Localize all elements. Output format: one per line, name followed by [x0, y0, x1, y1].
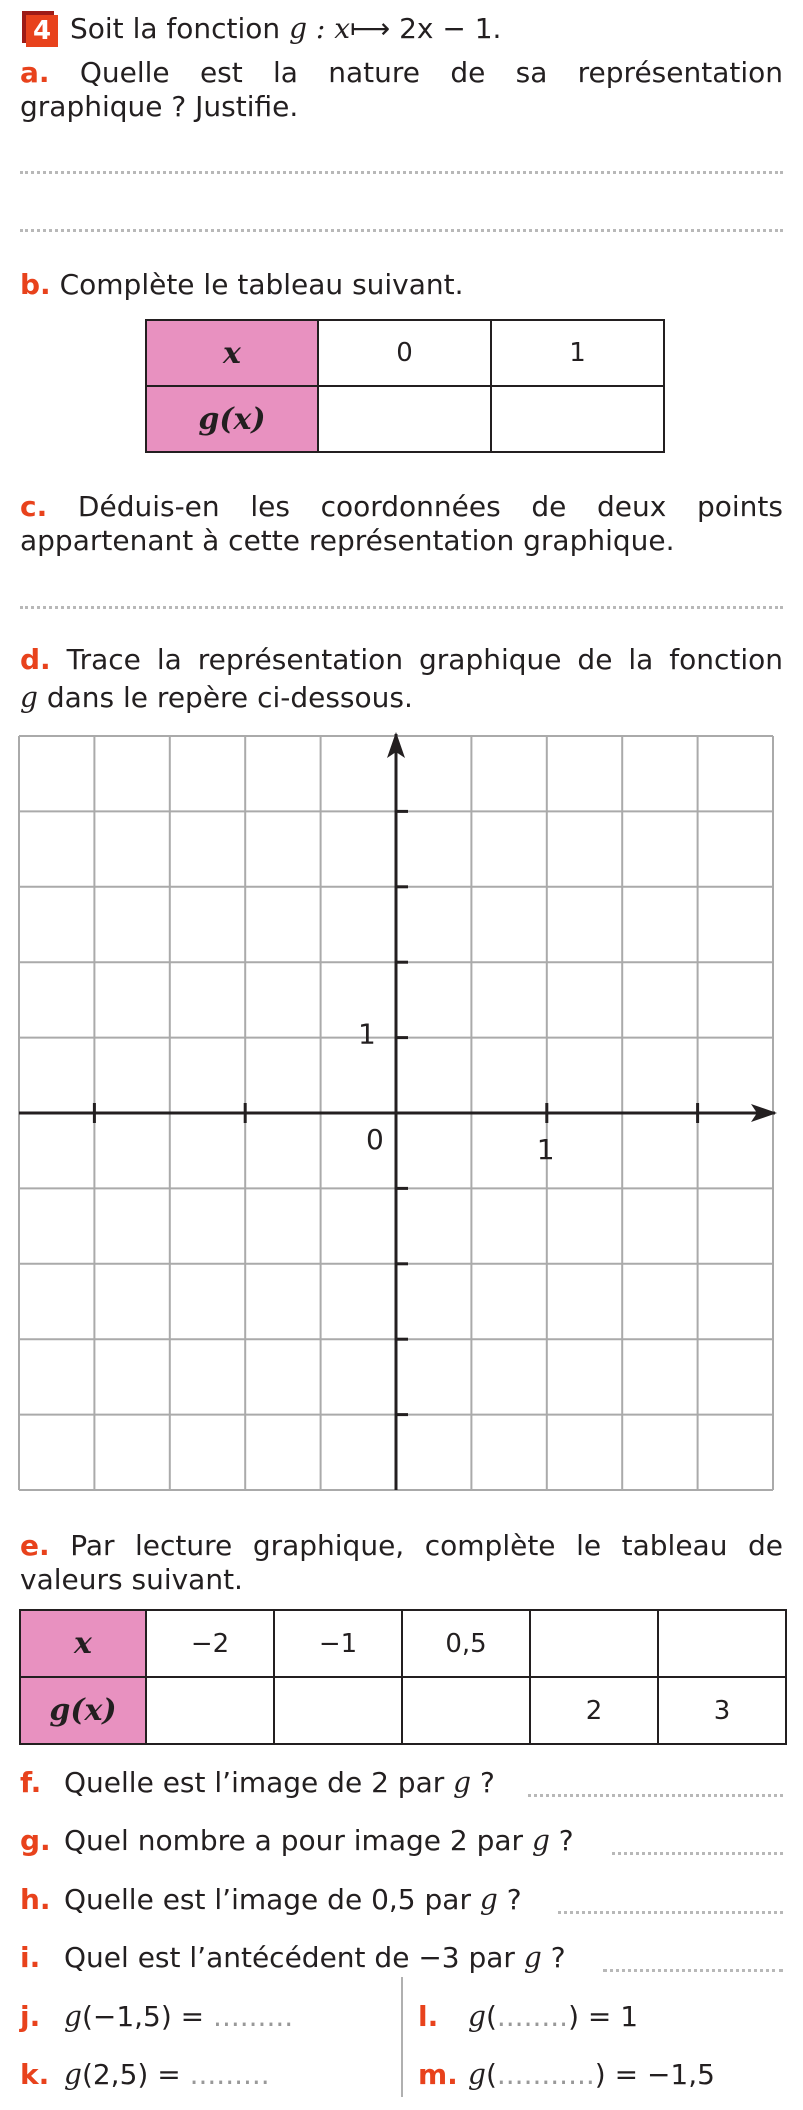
question-m-open: (: [485, 2058, 497, 2091]
question-j-func: g: [64, 2000, 82, 2033]
question-k-text: (2,5) =: [81, 2058, 181, 2091]
answer-line-h[interactable]: [558, 1911, 783, 1914]
question-j-text: (−1,5) =: [81, 2000, 205, 2033]
table2-x-cell: −2: [146, 1610, 274, 1677]
question-f-text: Quelle est l’image de 2 par: [64, 1766, 445, 1799]
table1-x-cell: 0: [318, 320, 491, 386]
x-unit-label: 1: [536, 1133, 555, 1166]
question-c-line2: appartenant à cette représentation graphique.: [20, 524, 675, 557]
table2-x-cell[interactable]: [530, 1610, 658, 1677]
table2-x-cell: −1: [274, 1610, 402, 1677]
question-a-text: Quelle est la nature de sa représentation: [79, 56, 784, 89]
table2-header-x: x: [20, 1610, 146, 1677]
origin-label: 0: [366, 1123, 384, 1156]
statement-expression: 2x − 1.: [399, 12, 502, 45]
question-d-rest: dans le repère ci-dessous.: [46, 681, 413, 714]
question-l: [418, 2000, 638, 2034]
question-h-text: Quelle est l’image de 0,5 par: [64, 1883, 471, 1916]
question-c-text: Déduis-en les coordonnées de deux points: [77, 490, 783, 523]
y-unit-label: 1: [358, 1017, 376, 1051]
statement-intro: Soit la fonction: [70, 12, 281, 45]
question-l-text: ) = 1: [568, 2000, 639, 2033]
question-f-end: ?: [480, 1766, 495, 1799]
question-i-end: ?: [550, 1941, 566, 1974]
question-g-var: g: [531, 1824, 550, 1857]
question-h-end: ?: [506, 1883, 522, 1916]
table2-g-cell: 3: [658, 1677, 786, 1744]
question-c-label: c.: [20, 490, 48, 523]
question-i: [20, 1941, 566, 1975]
question-l-func: g: [468, 2000, 486, 2033]
table1-header-x: x: [146, 320, 318, 386]
question-b-label: b.: [20, 268, 51, 301]
question-h: [20, 1883, 522, 1917]
answer-line-f[interactable]: [528, 1794, 783, 1797]
question-h-var: g: [479, 1883, 498, 1916]
table-values-2: [19, 1609, 787, 1745]
question-m-text: ) = −1,5: [594, 2058, 715, 2091]
question-d-label: d.: [20, 643, 51, 676]
question-g-text: Quel nombre a pour image 2 par: [64, 1824, 524, 1857]
question-j-label: j.: [20, 2000, 41, 2033]
question-l-label: l.: [418, 2000, 439, 2033]
question-k-func: g: [64, 2058, 82, 2091]
column-divider: [401, 1977, 403, 2097]
question-k: [20, 2058, 270, 2092]
table1-x-cell: 1: [491, 320, 664, 386]
table2-g-cell[interactable]: [274, 1677, 402, 1744]
question-h-label: h.: [20, 1883, 51, 1916]
table2-g-cell[interactable]: [146, 1677, 274, 1744]
statement-func: g : x: [289, 12, 351, 45]
answer-dots-m[interactable]: ...........: [496, 2058, 595, 2091]
question-j: [20, 2000, 293, 2034]
question-f: [20, 1766, 495, 1800]
question-e-text: Par lecture graphique, complète le tableau de: [70, 1529, 783, 1562]
table2-g-cell: 2: [530, 1677, 658, 1744]
question-d-var: g: [20, 681, 38, 714]
question-f-var: g: [453, 1766, 472, 1799]
question-e-line1: [20, 1529, 783, 1563]
question-g: [20, 1824, 574, 1858]
exercise-number: 4: [26, 15, 58, 47]
question-i-label: i.: [20, 1941, 41, 1974]
question-f-label: f.: [20, 1766, 42, 1799]
question-k-label: k.: [20, 2058, 50, 2091]
table2-header-gx: g(x): [20, 1677, 146, 1744]
answer-dots-l[interactable]: ........: [496, 2000, 569, 2033]
question-i-var: g: [523, 1941, 542, 1974]
maps-to-arrow: ⟼: [350, 12, 391, 45]
table2-g-cell[interactable]: [402, 1677, 530, 1744]
answer-line-g[interactable]: [612, 1852, 783, 1855]
question-g-end: ?: [558, 1824, 574, 1857]
question-l-open: (: [485, 2000, 497, 2033]
question-i-text: Quel est l’antécédent de −3 par: [64, 1941, 515, 1974]
question-a-label: a.: [20, 56, 50, 89]
answer-line-i[interactable]: [603, 1969, 783, 1972]
answer-dots-k[interactable]: .........: [189, 2058, 270, 2091]
table2-x-cell: 0,5: [402, 1610, 530, 1677]
answer-dots-j[interactable]: .........: [213, 2000, 294, 2033]
graph-axes: [19, 732, 777, 1490]
question-g-label: g.: [20, 1824, 51, 1857]
question-e-label: e.: [20, 1529, 50, 1562]
question-m: [418, 2058, 715, 2092]
question-m-label: m.: [418, 2058, 458, 2091]
question-a-line2: graphique ? Justifie.: [20, 90, 299, 123]
question-e-line2: valeurs suivant.: [20, 1563, 243, 1596]
question-b-text: Complète le tableau suivant.: [59, 268, 464, 301]
question-m-func: g: [468, 2058, 486, 2091]
table1-header-gx: g(x): [146, 386, 318, 452]
question-d-text: Trace la représentation graphique de la fonction: [66, 643, 783, 676]
table2-x-cell[interactable]: [658, 1610, 786, 1677]
